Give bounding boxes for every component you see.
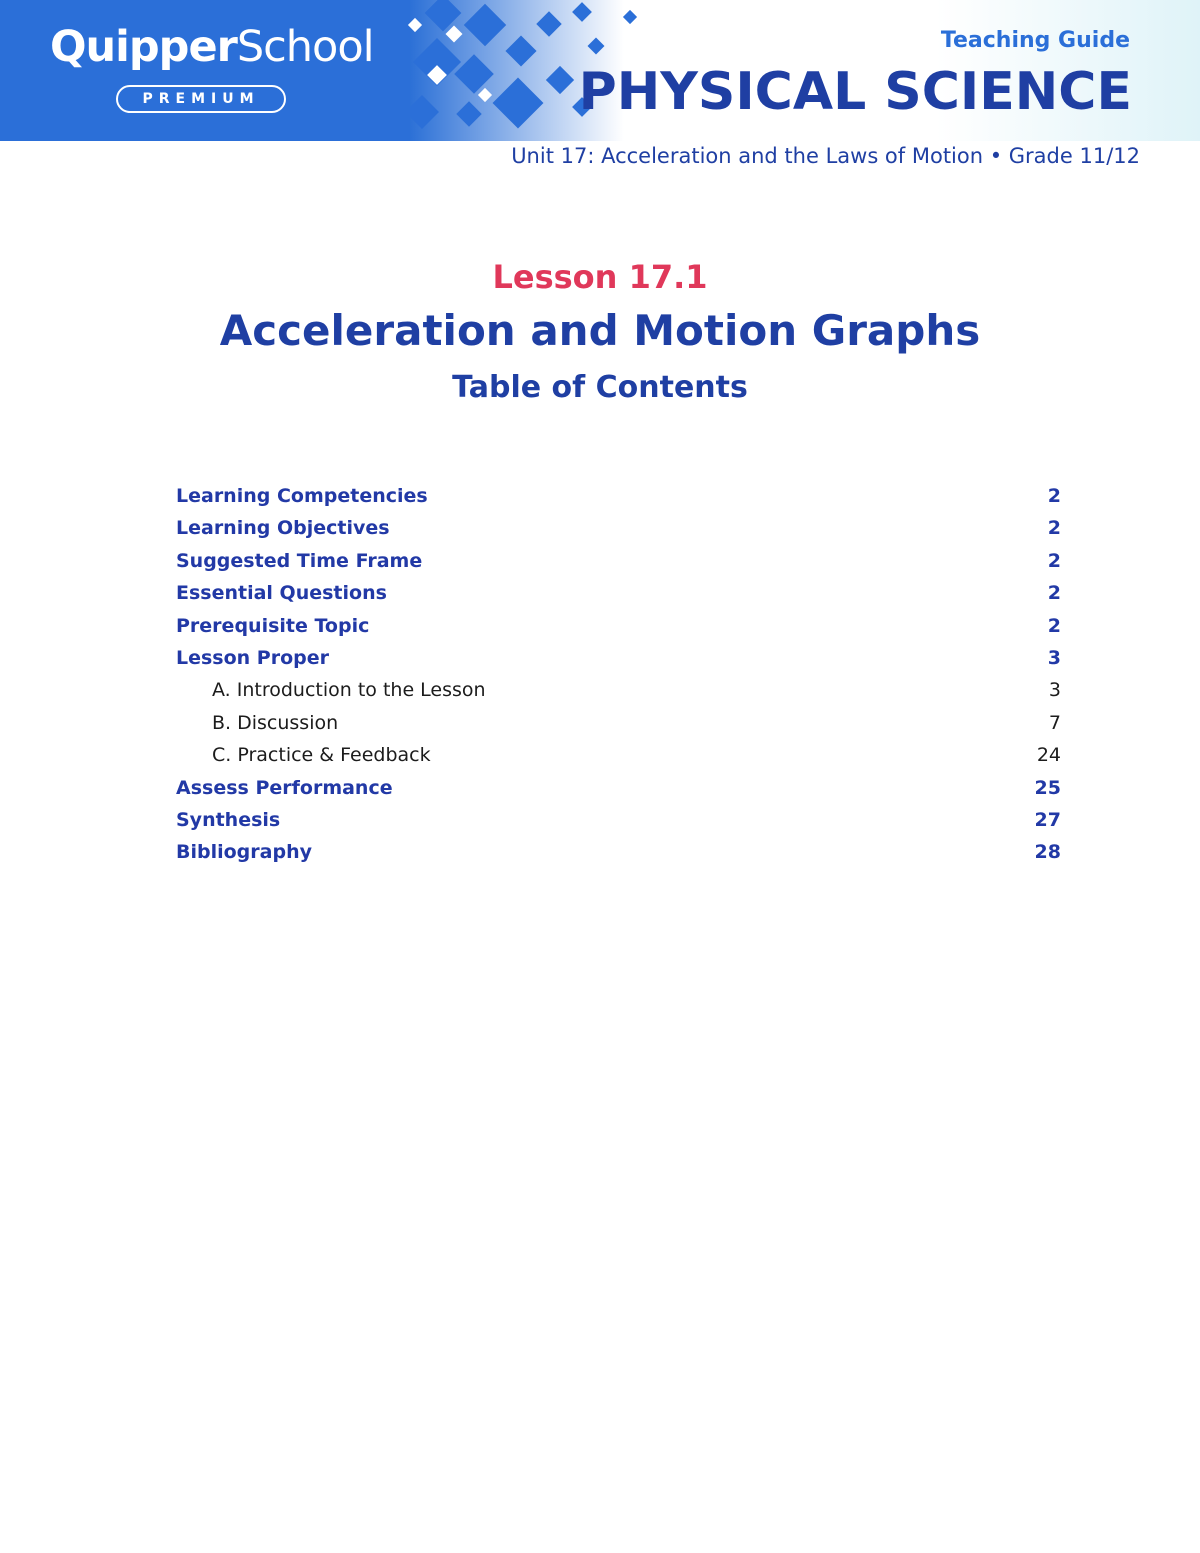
toc-entry[interactable] [176, 804, 1061, 836]
page-header [0, 0, 1200, 141]
toc-entry[interactable] [176, 545, 1061, 577]
lesson-number: Lesson 17.1 [492, 258, 708, 296]
toc-entry-label[interactable]: Prerequisite Topic [176, 614, 370, 637]
toc-entry-page[interactable]: 2 [1047, 549, 1061, 572]
toc-entry-page[interactable]: 3 [1047, 646, 1061, 669]
quipper-school-logo [50, 22, 374, 72]
toc-entry-page[interactable]: 3 [1048, 679, 1061, 702]
toc-entry[interactable] [176, 642, 1061, 674]
toc-heading: Table of Contents [452, 370, 748, 405]
teaching-guide-label: Teaching Guide [940, 28, 1130, 53]
toc-entry-page[interactable]: 27 [1034, 808, 1061, 831]
toc-entry[interactable] [176, 707, 1061, 739]
toc-entry-page[interactable]: 25 [1034, 776, 1061, 799]
toc-entry-label[interactable]: Learning Competencies [176, 485, 428, 507]
logo-bold-text: Quipper [50, 22, 237, 72]
toc-entry-label[interactable]: A. Introduction to the Lesson [212, 679, 486, 702]
toc-entry-label[interactable]: Assess Performance [176, 776, 393, 799]
toc-entry-label[interactable]: Essential Questions [176, 582, 387, 605]
toc-entry[interactable] [176, 512, 1061, 544]
toc-entry-page[interactable]: 24 [1036, 744, 1061, 767]
lesson-title: Acceleration and Motion Graphs [219, 306, 981, 355]
toc-entry-page[interactable]: 2 [1047, 517, 1061, 540]
toc-entry-label[interactable]: C. Practice & Feedback [212, 744, 431, 767]
toc-entry-label[interactable]: Bibliography [176, 841, 312, 864]
toc-entry-label[interactable]: Lesson Proper [176, 646, 330, 669]
unit-line: Unit 17: Acceleration and the Laws of Motion • Grade 11/12 [511, 144, 1140, 168]
toc-entry-label[interactable]: Learning Objectives [176, 517, 390, 540]
toc-entry[interactable] [176, 739, 1061, 771]
toc-entry[interactable] [176, 610, 1061, 642]
toc-entry[interactable] [176, 836, 1061, 868]
toc-entry-page[interactable]: 2 [1047, 614, 1061, 637]
toc-entry-label[interactable]: Suggested Time Frame [176, 549, 423, 572]
toc-entry-page[interactable]: 2 [1047, 485, 1061, 507]
toc-entry-page[interactable]: 28 [1034, 841, 1061, 864]
toc-entry-page[interactable]: 7 [1048, 711, 1061, 734]
toc-entry[interactable] [176, 674, 1061, 706]
subject-title: PHYSICAL SCIENCE [578, 62, 1132, 122]
toc-entry-label[interactable]: Synthesis [176, 808, 281, 831]
toc-entry[interactable] [176, 577, 1061, 609]
toc-entry[interactable] [176, 480, 1061, 512]
toc-entry-label[interactable]: B. Discussion [212, 711, 339, 734]
toc-entry[interactable] [176, 772, 1061, 804]
premium-badge: PREMIUM [116, 85, 286, 113]
table-of-contents [176, 480, 1061, 869]
brand-panel [0, 0, 410, 141]
logo-regular-text: School [236, 22, 374, 72]
toc-entry-page[interactable]: 2 [1047, 582, 1061, 605]
